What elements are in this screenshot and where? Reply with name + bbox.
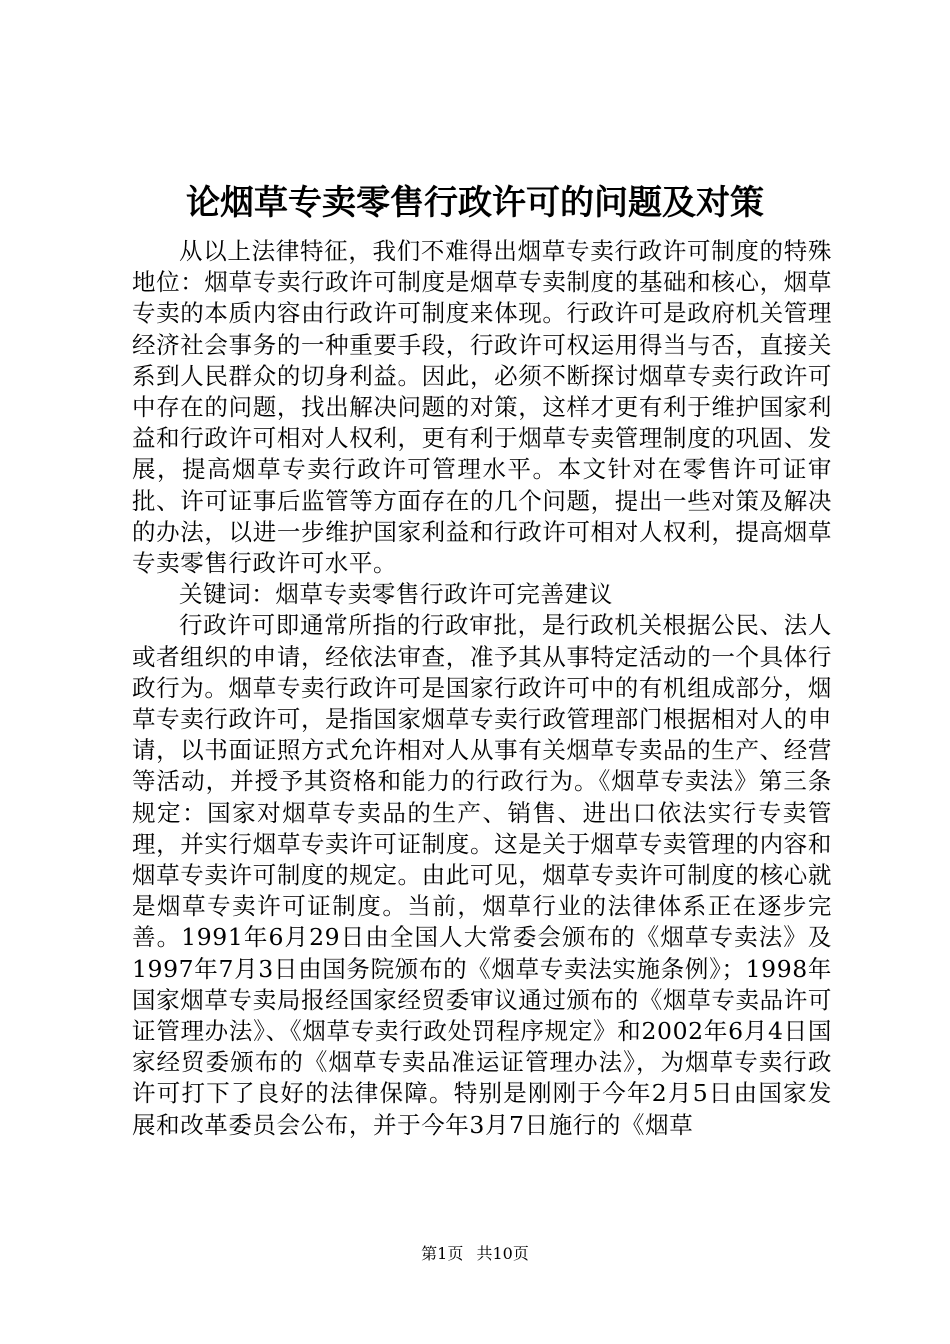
page-footer bbox=[0, 1243, 950, 1265]
page-number: 第1页 bbox=[421, 1244, 464, 1263]
keywords-paragraph: 关键词：烟草专卖零售行政许可完善建议 bbox=[179, 580, 613, 609]
body-paragraph: 行政许可即通常所指的行政审批，是行政机关根据公民、法人或者组织的申请，经依法审查，准予其从事特定活动的一个具体行政行为。烟草专卖行政许可是国家行政许可中的有机组成部分，烟草专卖行政许可，是指国家烟草专卖行政管理部门根据相对人的申请，以书面证照方式允许相对人从事有关烟草专卖品的生产、经营等活动，并授予其资格和能力的行政行为。《烟草专卖法》第三条规定：国家对烟草专卖品的生产、销售、进出口依法实行专卖管理，并实行烟草专卖许可证制度。这是关于烟草专卖管理的内容和烟草专卖许可制度的规定。由此可见，烟草专卖许可制度的核心就是烟草专卖许可证制度。当前，烟草行业的法律体系正在逐步完善。1991年6月29日由全国人大常委会颁布的《烟草专卖法》及1997年7月3日由国务院颁布的《烟草专卖法实施条例》；1998年国家烟草专卖局报经国家经贸委审议通过颁布的《烟草专卖品许可证管理办法》、《烟草专卖行政处罚程序规定》和2002年6月4日国家经贸委颁布的《烟草专卖品准运证管理办法》，为烟草专卖行政许可打下了良好的法律保障。特别是刚刚于今年2月5日由国家发展和改革委员会公布，并于今年3月7日施行的《烟草 bbox=[132, 611, 832, 1139]
body-paragraph: 从以上法律特征，我们不难得出烟草专卖行政许可制度的特殊地位：烟草专卖行政许可制度是烟草专卖制度的基础和核心，烟草专卖的本质内容由行政许可制度来体现。行政许可是政府机关管理经济社会事务的一种重要手段，行政许可权运用得当与否，直接关系到人民群众的切身利益。因此，必须不断探讨烟草专卖行政许可中存在的问题，找出解决问题的对策，这样才更有利于维护国家利益和行政许可相对人权利，更有利于烟草专卖管理制度的巩固、发展，提高烟草专卖行政许可管理水平。本文针对在零售许可证审批、许可证事后监管等方面存在的几个问题，提出一些对策及解决的办法，以进一步维护国家利益和行政许可相对人权利，提高烟草专卖零售行政许可水平。 bbox=[132, 237, 832, 578]
document-body bbox=[132, 236, 832, 1141]
document-title: 论烟草专卖零售行政许可的问题及对策 bbox=[186, 183, 764, 223]
page-total: 共10页 bbox=[476, 1244, 529, 1263]
